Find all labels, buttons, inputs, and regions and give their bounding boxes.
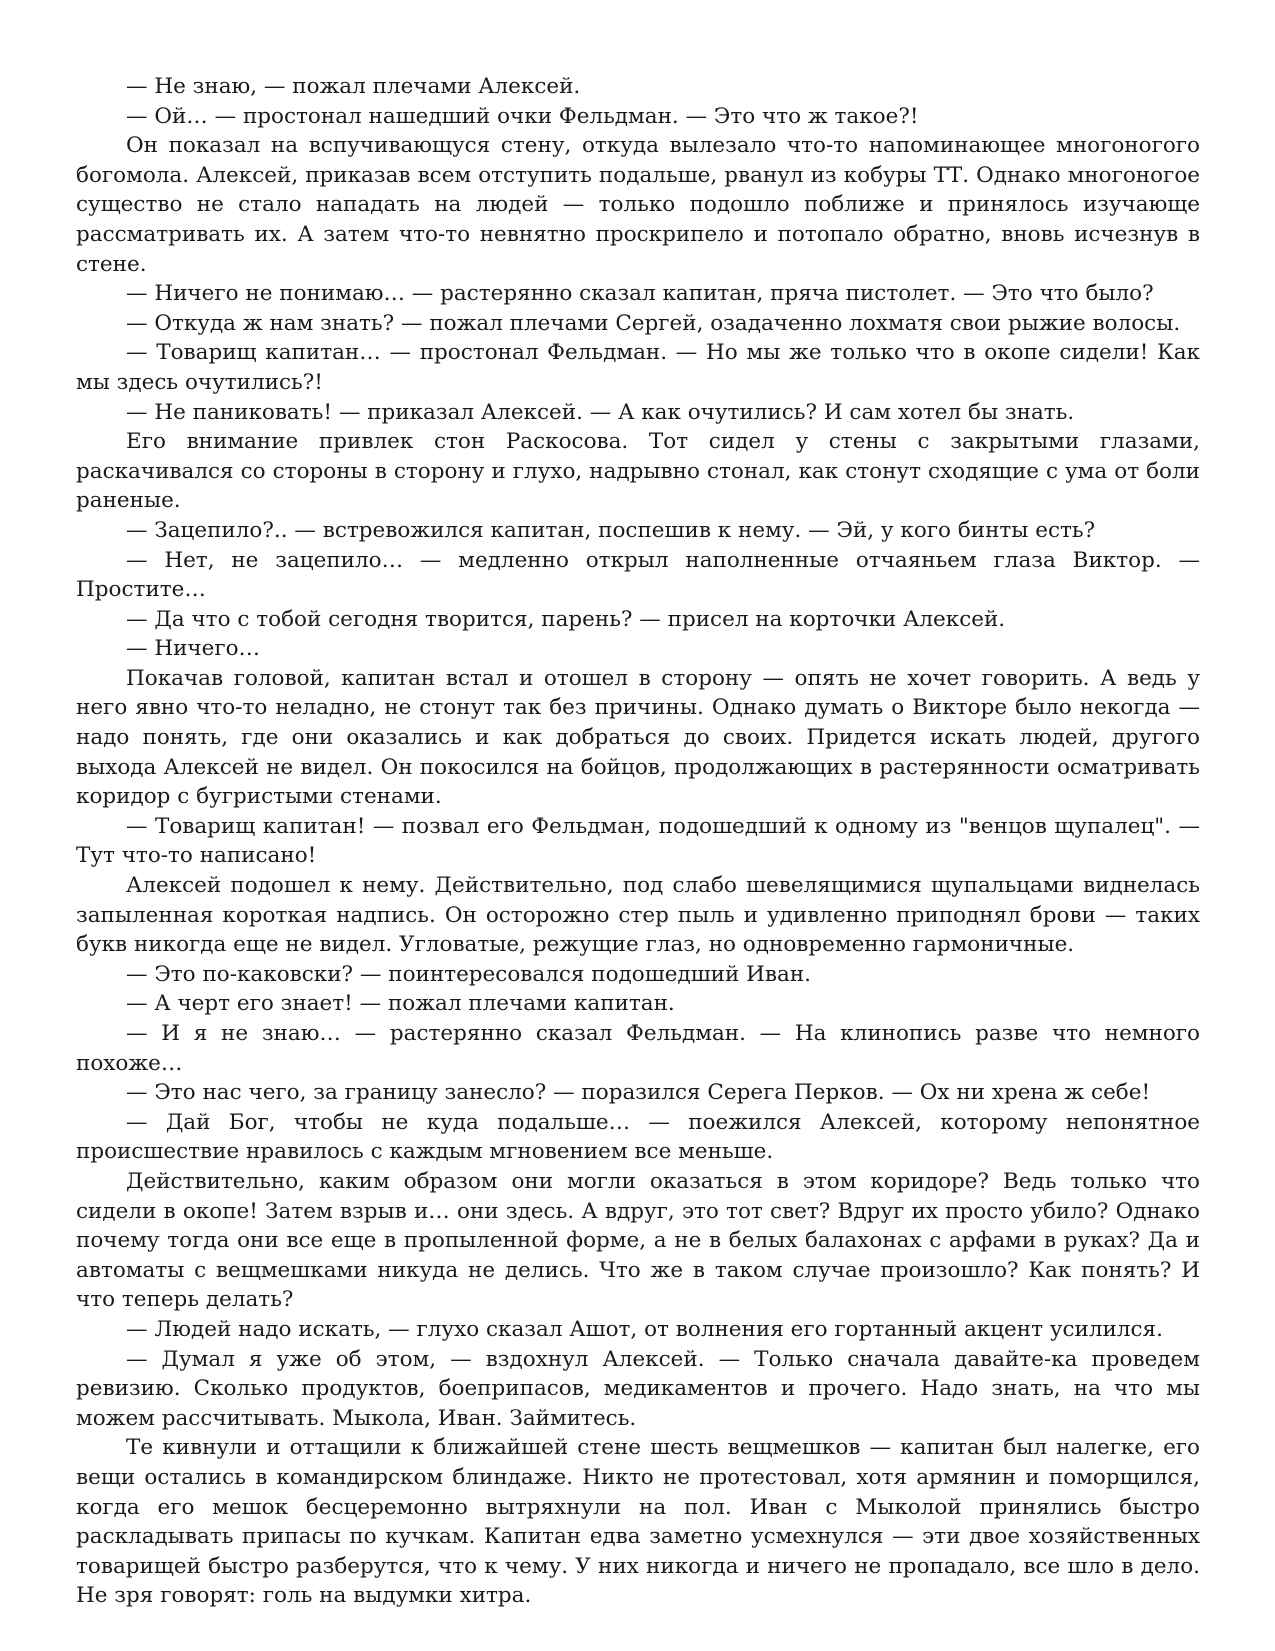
paragraph: — Не паниковать! — приказал Алексей. — А как очутились? И сам хотел бы знать. bbox=[126, 399, 1075, 425]
paragraph: Те кивнули и оттащили к ближайшей стене шесть вещмешков — капитан был налегке, его вещи остались в командирском блиндаже. Никто не протестовал, хотя армянин и поморщился, когда его мешок бесцеремонно вытряхнули на пол. Иван с Мыколой принялись быстро раскладывать припасы по кучкам. Капитан едва заметно усмехнулся — эти двое хозяйственных товарищей быстро разберутся, что к чему. У них никогда и ничего не пропадало, все шло в дело. Не зря говорят: голь на выдумки хитра. bbox=[76, 1435, 1200, 1609]
paragraph: — Ничего не понимаю… — растерянно сказал капитан, пряча пистолет. — Это что было? bbox=[126, 281, 1154, 307]
paragraph: — Товарищ капитан! — позвал его Фельдман, подошедший к одному из "венцов щупалец". — Тут что-то написано! bbox=[76, 813, 1200, 869]
paragraph: — Нет, не зацепило… — медленно открыл наполненные отчаяньем глаза Виктор. — Простите… bbox=[76, 547, 1200, 603]
paragraph: — Ой… — простонал нашедший очки Фельдман. — Это что ж такое?! bbox=[126, 103, 919, 129]
paragraph: — И я не знаю… — растерянно сказал Фельдман. — На клинопись разве что немного похоже… bbox=[76, 1021, 1200, 1076]
document-page bbox=[76, 72, 1200, 1611]
paragraph: — Ничего… bbox=[126, 636, 261, 662]
paragraph: Его внимание привлек стон Раскосова. Тот сидел у стены с закрытыми глазами, раскачивался со стороны в сторону и глухо, надрывно стонал, как стонут сходящие с ума от боли раненые. bbox=[76, 429, 1200, 514]
paragraph: — Дай Бог, чтобы не куда подальше… — поежился Алексей, которому непонятное происшествие нравилось с каждым мгновением все меньше. bbox=[76, 1109, 1200, 1165]
paragraph: — Людей надо искать, — глухо сказал Ашот, от волнения его гортанный акцент усилился. bbox=[126, 1316, 1163, 1342]
paragraph: — Зацепило?.. — встревожился капитан, поспешив к нему. — Эй, у кого бинты есть? bbox=[126, 517, 1096, 543]
paragraph: — Думал я уже об этом, — вздохнул Алексей. — Только сначала давайте-ка проведем ревизию. Сколько продуктов, боеприпасов, медикаментов и прочего. Надо знать, на что мы можем рассчитывать. Мыкола, Иван. Займитесь. bbox=[76, 1346, 1200, 1431]
paragraph: — Не знаю, — пожал плечами Алексей. bbox=[126, 74, 581, 99]
paragraph: Алексей подошел к нему. Действительно, под слабо шевелящимися щупальцами виднелась запыленная короткая надпись. Он осторожно стер пыль и удивленно приподнял брови — таких букв никогда еще не видел. Угловатые, режущие глаз, но одновременно гармоничные. bbox=[76, 873, 1200, 958]
paragraph: — Это по-каковски? — поинтересовался подошедший Иван. bbox=[126, 961, 812, 987]
paragraph: — Это нас чего, за границу занесло? — поразился Серега Перков. — Ох ни хрена ж себе! bbox=[126, 1080, 1151, 1106]
paragraph: — Да что с тобой сегодня творится, парень? — присел на корточки Алексей. bbox=[126, 606, 1006, 632]
paragraph: — Товарищ капитан… — простонал Фельдман. — Но мы же только что в окопе сидели! Как мы здесь очутились?! bbox=[76, 340, 1200, 395]
paragraph: Покачав головой, капитан встал и отошел в сторону — опять не хочет говорить. А ведь у него явно что-то неладно, не стонут так без причины. Однако думать о Викторе было некогда — надо понять, где они оказались и как добраться до своих. Придется искать людей, другого выхода Алексей не видел. Он покосился на бойцов, продолжающих в растерянности осматривать коридор с бугристыми стенами. bbox=[76, 665, 1200, 810]
paragraph: Действительно, каким образом они могли оказаться в этом коридоре? Ведь только что сидели в окопе! Затем взрыв и… они здесь. А вдруг, это тот свет? Вдруг их просто убило? Однако почему тогда они все еще в пропыленной форме, а не в белых балахонах с арфами в руках? Да и автоматы с вещмешками никуда не делись. Что же в таком случае произошло? Как понять? И что теперь делать? bbox=[76, 1168, 1200, 1313]
paragraph: — А черт его знает! — пожал плечами капитан. bbox=[126, 991, 675, 1017]
paragraph: Он показал на вспучивающуся стену, откуда вылезало что-то напоминающее многоногого богомола. Алексей, приказав всем отступить подальше, рванул из кобуры ТТ. Однако многоногое существо не стало нападать на людей — только подошло поближе и принялось изучающе рассматривать их. А затем что-то невнятно проскрипело и потопало обратно, вновь исчезнув в стене. bbox=[76, 133, 1200, 277]
paragraph: — Откуда ж нам знать? — пожал плечами Сергей, озадаченно лохматя свои рыжие волосы. bbox=[126, 310, 1181, 336]
